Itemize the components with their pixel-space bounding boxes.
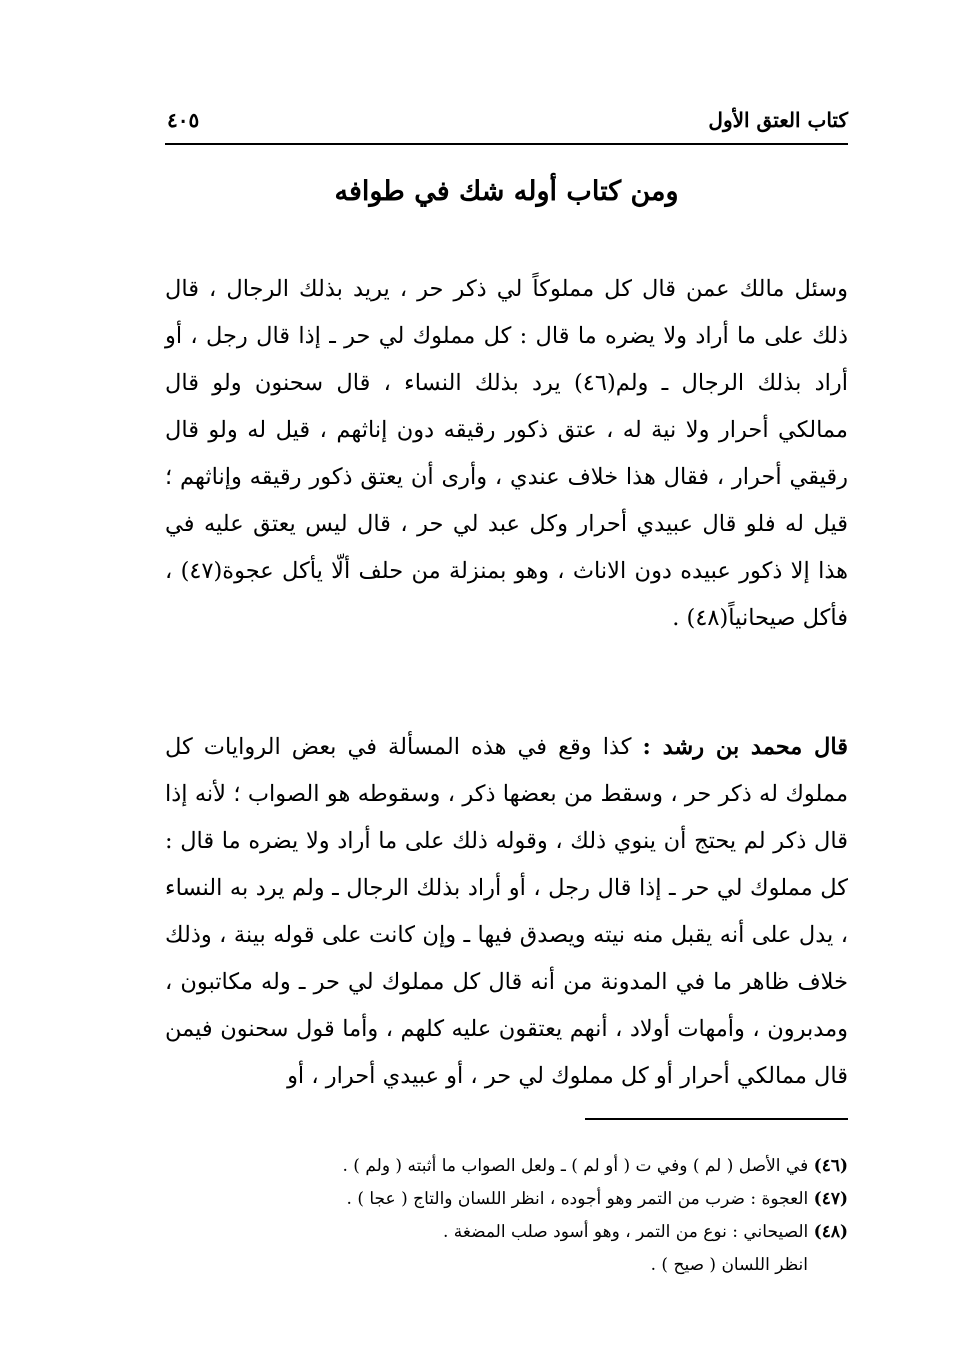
footnote-number: (٤٨)	[813, 1222, 848, 1242]
author-label: قال محمد بن رشد :	[642, 734, 848, 760]
footnotes	[165, 1150, 848, 1282]
footnote-continuation: انظر اللسان ( صيح ) .	[650, 1255, 808, 1275]
footnote-item	[165, 1150, 848, 1183]
footnote-text: العجوة : ضرب من التمر وهو أجوده ، انظر اللسان والتاج ( عجا ) .	[346, 1189, 809, 1209]
page-header	[165, 100, 848, 140]
footnote-number: (٤٦)	[813, 1156, 848, 1176]
paragraph-2	[165, 724, 848, 1100]
footnote-item	[165, 1183, 848, 1216]
footnote-number: (٤٧)	[813, 1189, 848, 1209]
footnote-item	[165, 1216, 848, 1249]
paragraph-1: وسئل مالك عمن قال كل مملوكاً لي ذكر حر ، يريد بذلك الرجال ، قال ذلك على ما أراد ولا يضره ما قال : كل مملوك لي حر ـ إذا قال رجل ، أو أراد بذلك الرجال ـ ولم(٤٦) يرد بذلك النساء ، قال سحنون ولو قال ممالكي أحرار ولا نية له ، عتق ذكور رقيقه دون إناثهم ، قيل له ولو قال رقيقي أحرار ، فقال هذا خلاف عندي ، وأرى أن يعتق ذكور رقيقه وإناثهم ؛ قيل له فلو قال عبيدي أحرار وكل عبد لي حر ، قال ليس يعتق عليه في هذا إلا ذكور عبيده دون الاناث ، وهو بمنزلة من حلف ألّا يأكل عجوة(٤٧) ، فأكل صيحانياً(٤٨) .	[165, 276, 848, 631]
paragraph-2-text: كذا وقع في هذه المسألة في بعض الروايات كل مملوك له ذكر حر ، وسقط من بعضها ذكر ، وسقوطه هو الصواب ؛ لأنه إذا قال ذكر لم يحتج أن ينوي ذلك ، وقوله ذلك على ما أراد ولا يضره ما قال : كل مملوك لي حر ـ إذا قال رجل ، أو أراد بذلك الرجال ـ ولم يرد به النساء ، يدل على أنه يقبل منه نيته ويصدق فيها ـ وإن كانت على قوله بينة ، وذلك خلاف ظاهر ما في المدونة من أنه قال كل مملوك لي حر ـ وله مكاتبون ، ومدبرون ، وأمهات أولاد ، أنهم يعتقون عليه كلهم ، وأما قول سحنون فيمن قال ممالكي أحرار أو كل مملوك لي حر ، أو عبيدي أحرار ، أو	[165, 734, 848, 1089]
chapter-title: ومن كتاب أوله شك في طوافه	[334, 176, 679, 207]
header-rule	[165, 143, 848, 145]
running-head: كتاب العتق الأول	[708, 108, 848, 132]
footnote-rule	[585, 1118, 848, 1120]
footnote-text: الصيحاني : نوع من التمر ، وهو أسود صلب المضغة .	[442, 1222, 809, 1242]
footnote-text: في الأصل ( لم ) وفي ت ( أو لم ) ـ ولعل الصواب ما أثبته ( ولم ) .	[342, 1156, 809, 1176]
page-number: ٤٠٥	[167, 108, 200, 132]
